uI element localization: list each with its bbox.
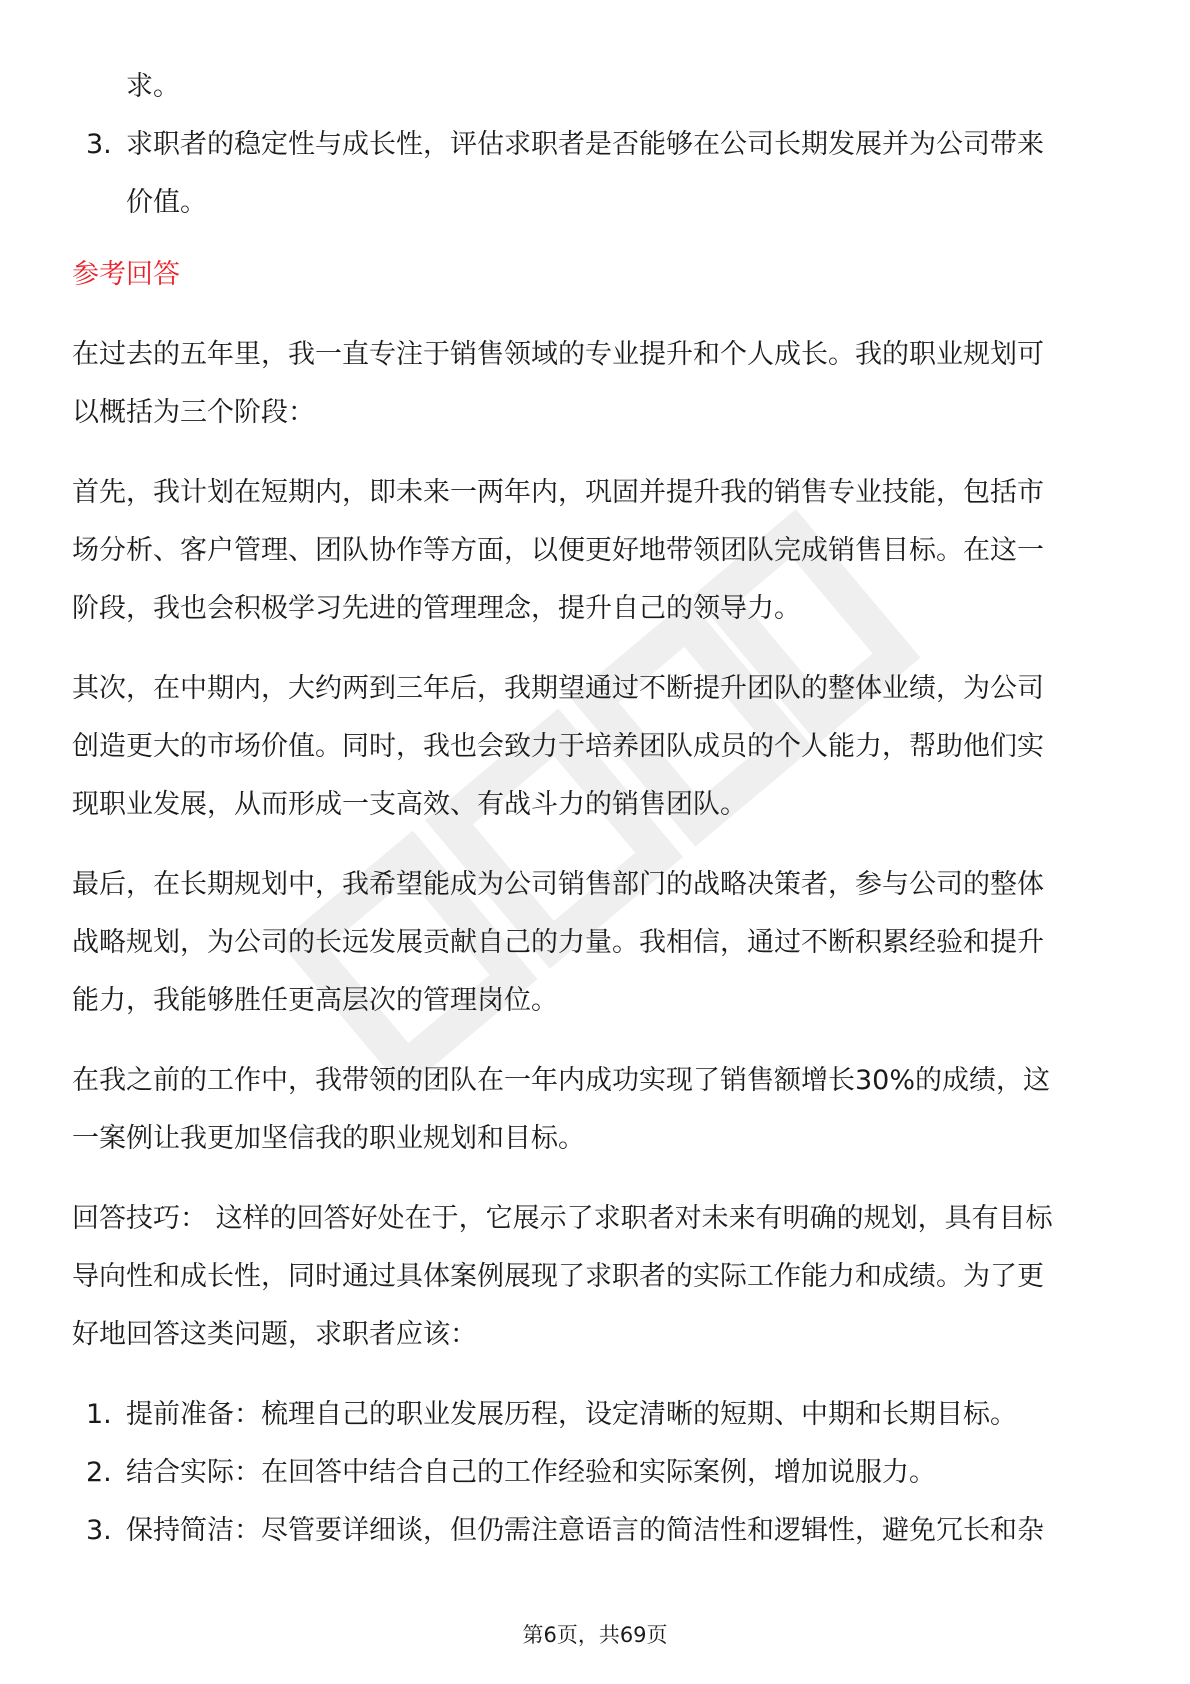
paragraph-line: 在我之前的工作中，我带领的团队在一年内成功实现了销售额增长30%的成绩，这 bbox=[72, 1065, 1051, 1096]
paragraph bbox=[72, 1190, 1122, 1364]
section-heading: 参考回答 bbox=[72, 259, 180, 290]
paragraph bbox=[72, 856, 1122, 1030]
paragraph-line: 能力，我能够胜任更高层次的管理岗位。 bbox=[72, 985, 558, 1016]
list-item-text: 保持简洁：尽管要详细谈，但仍需注意语言的简洁性和逻辑性，避免冗长和杂 bbox=[126, 1515, 1044, 1546]
paragraph-line: 场分析、客户管理、团队协作等方面，以便更好地带领团队完成销售目标。在这一 bbox=[72, 535, 1044, 566]
list-item-text-continued: 价值。 bbox=[126, 187, 207, 218]
list-item-text: 求职者的稳定性与成长性，评估求职者是否能够在公司长期发展并为公司带来 bbox=[126, 129, 1044, 160]
tips-list bbox=[72, 1386, 1122, 1560]
paragraph-line: 其次，在中期内，大约两到三年后，我期望通过不断提升团队的整体业绩，为公司 bbox=[72, 673, 1044, 704]
list-number: 1. bbox=[86, 1399, 112, 1430]
paragraph-line: 在过去的五年里，我一直专注于销售领域的专业提升和个人成长。我的职业规划可 bbox=[72, 339, 1044, 370]
list-item bbox=[72, 116, 1122, 174]
paragraph-line: 以概括为三个阶段： bbox=[72, 397, 315, 428]
list-item-text: 结合实际：在回答中结合自己的工作经验和实际案例，增加说服力。 bbox=[126, 1457, 936, 1488]
paragraph-line: 导向性和成长性，同时通过具体案例展现了求职者的实际工作能力和成绩。为了更 bbox=[72, 1261, 1044, 1292]
paragraph-line: 最后，在长期规划中，我希望能成为公司销售部门的战略决策者，参与公司的整体 bbox=[72, 869, 1044, 900]
paragraph-line: 首先，我计划在短期内，即未来一两年内，巩固并提升我的销售专业技能，包括市 bbox=[72, 477, 1044, 508]
list-number: 3. bbox=[86, 1515, 112, 1546]
list-number: 2. bbox=[86, 1457, 112, 1488]
paragraph-line: 创造更大的市场价值。同时，我也会致力于培养团队成员的个人能力，帮助他们实 bbox=[72, 731, 1044, 762]
paragraph bbox=[72, 1052, 1122, 1168]
paragraph-line: 回答技巧： 这样的回答好处在于，它展示了求职者对未来有明确的规划，具有目标 bbox=[72, 1203, 1053, 1234]
page-footer: 第6页，共69页 bbox=[522, 1623, 668, 1647]
paragraph bbox=[72, 464, 1122, 638]
document-body bbox=[72, 58, 1122, 1560]
paragraph bbox=[72, 660, 1122, 834]
list-item-text: 提前准备：梳理自己的职业发展历程，设定清晰的短期、中期和长期目标。 bbox=[126, 1399, 1017, 1430]
list-item bbox=[72, 1502, 1122, 1560]
paragraph-line: 一案例让我更加坚信我的职业规划和目标。 bbox=[72, 1123, 585, 1154]
paragraph-line: 阶段，我也会积极学习先进的管理理念，提升自己的领导力。 bbox=[72, 593, 801, 624]
list-item-continuation: 求。 bbox=[126, 71, 180, 102]
list-number: 3. bbox=[86, 129, 112, 160]
paragraph bbox=[72, 326, 1122, 442]
paragraph-line: 战略规划，为公司的长远发展贡献自己的力量。我相信，通过不断积累经验和提升 bbox=[72, 927, 1044, 958]
list-item bbox=[72, 1386, 1122, 1444]
paragraph-line: 好地回答这类问题，求职者应该： bbox=[72, 1319, 477, 1350]
list-item bbox=[72, 1444, 1122, 1502]
paragraph-line: 现职业发展，从而形成一支高效、有战斗力的销售团队。 bbox=[72, 789, 747, 820]
